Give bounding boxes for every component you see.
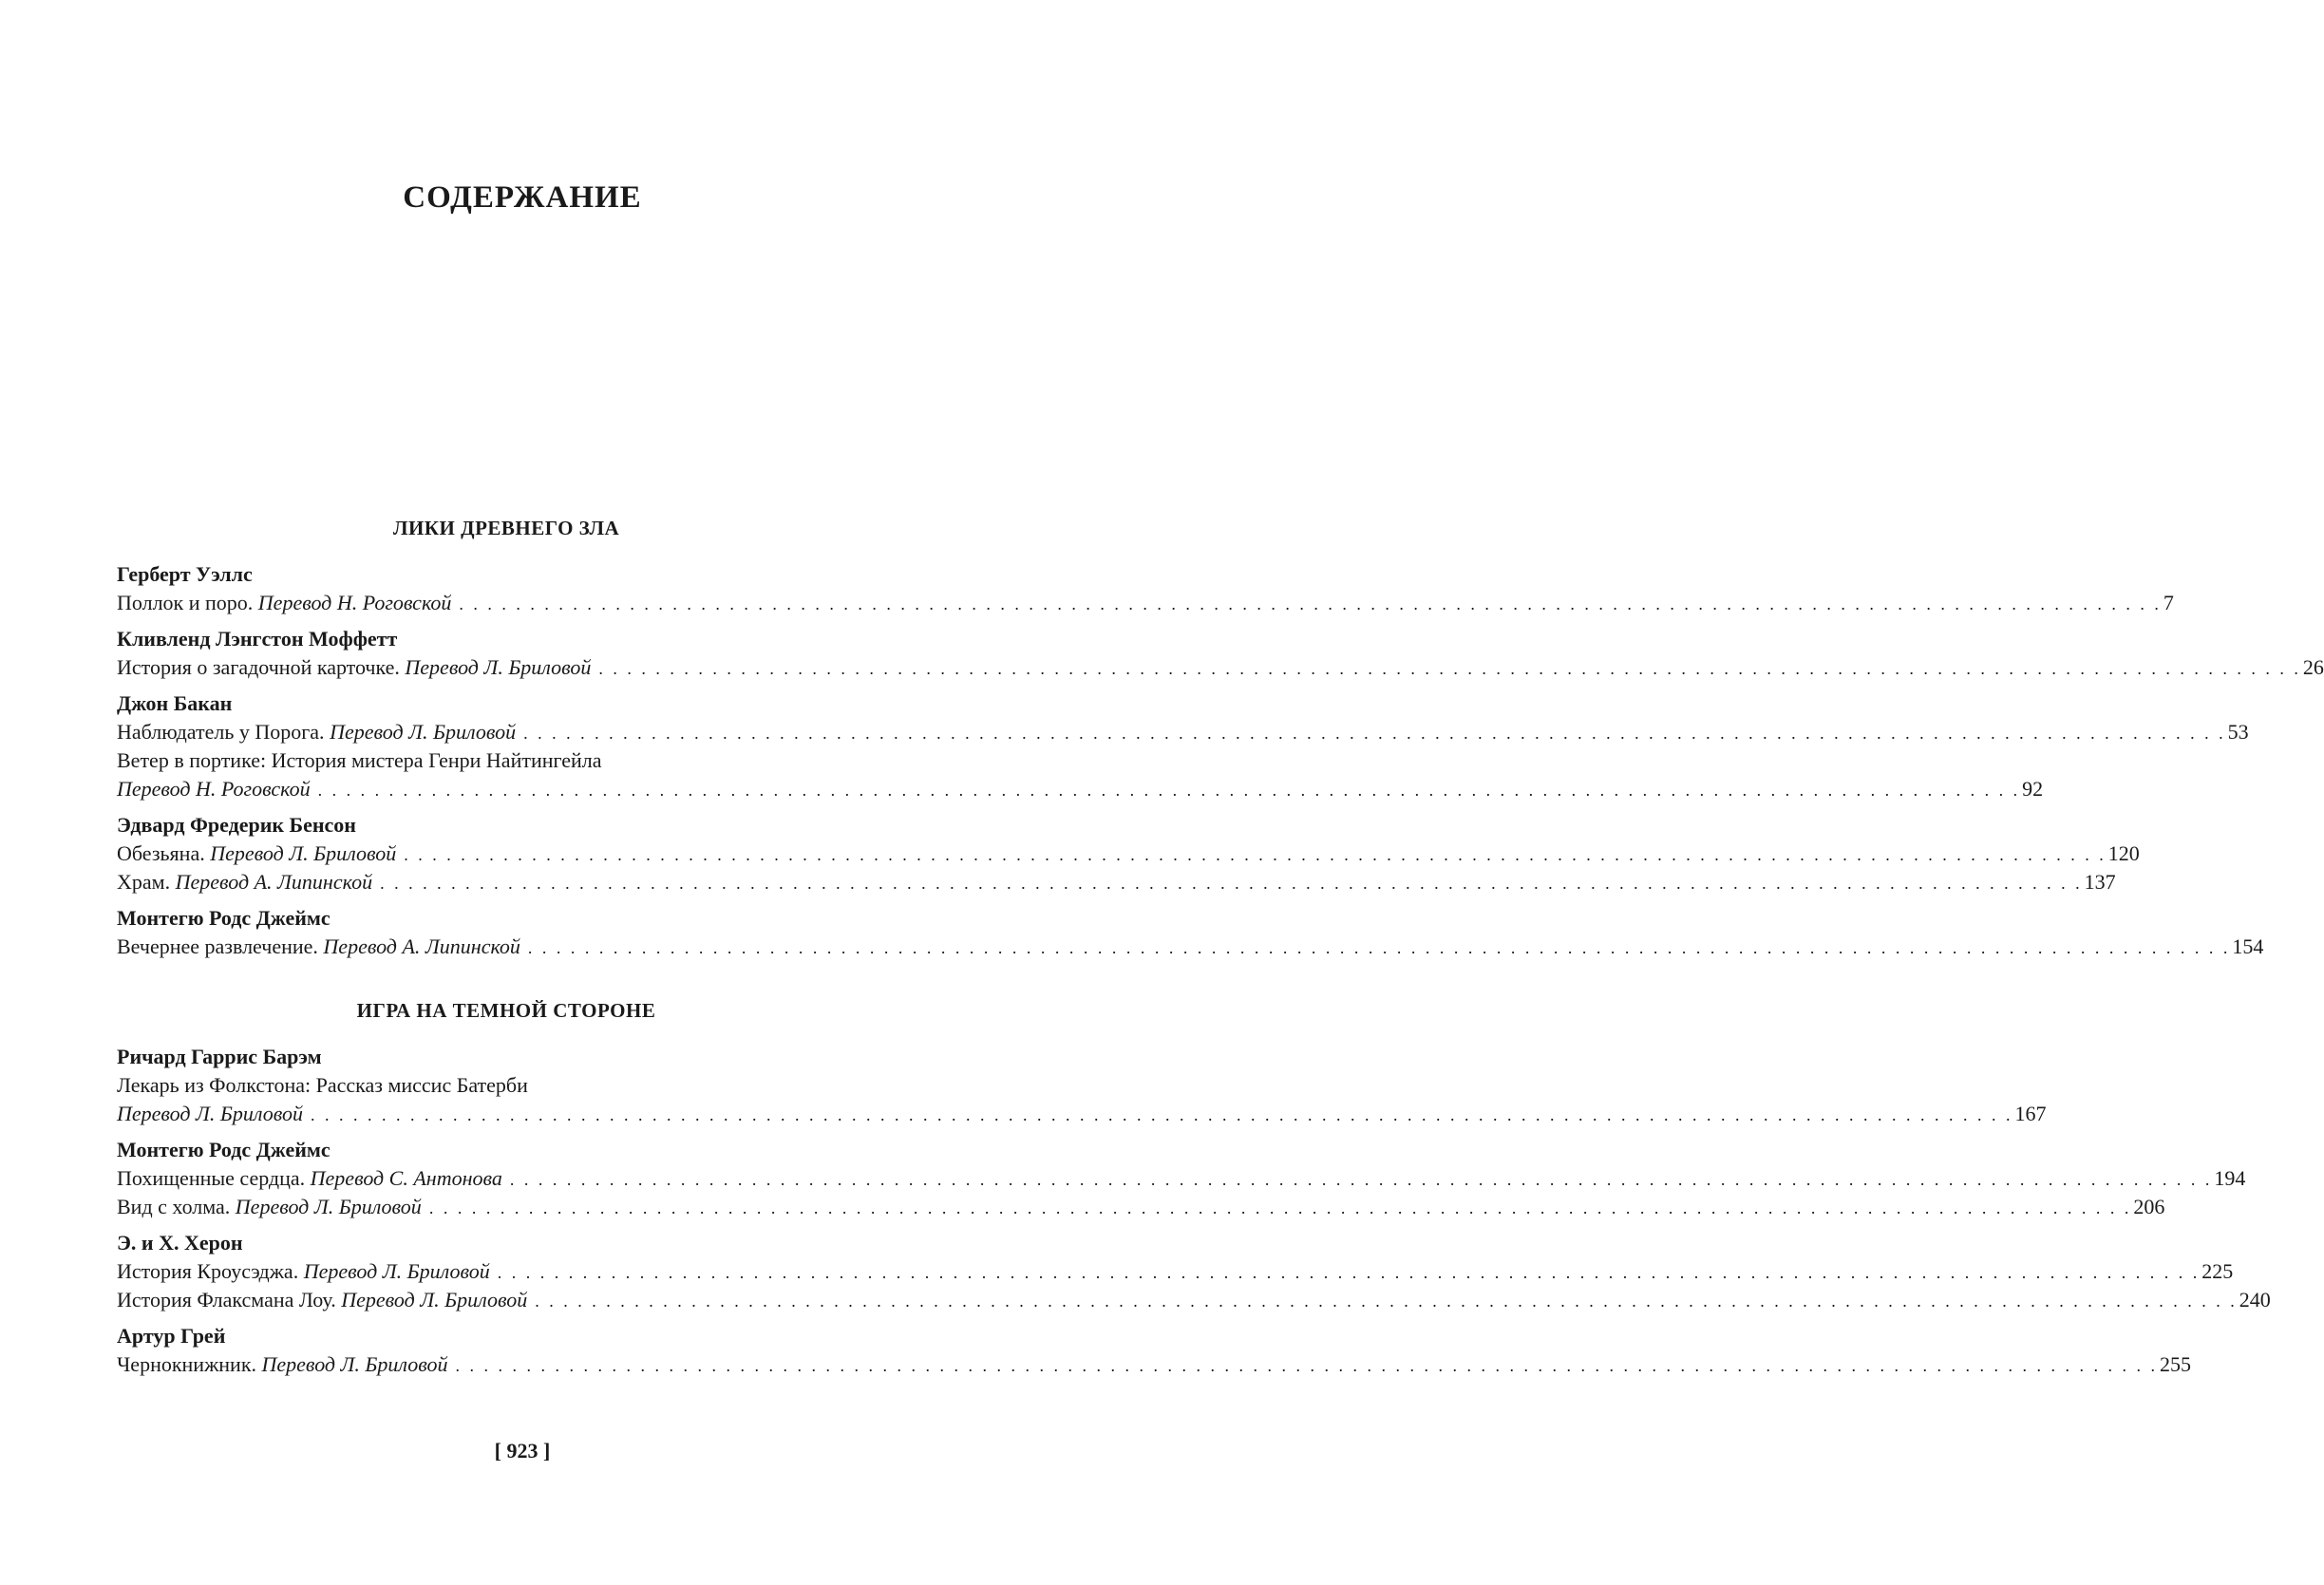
page-title: СОДЕРЖАНИЕ [403,180,642,215]
entry-title: Похищенные сердца. [117,1166,306,1190]
toc-entry[interactable] [117,775,2044,803]
dot-leader: . . . . . . . . . . . . . . . . . . . . . . . . . . . . . . . . . . . . . . . . . . . . . . . . . . . . . . . . . . . . . . . . . . . . . . . . . . . . . . . . . . . . . . . . . . . . . . . . . . . . . . . . . . . . . . . . . . . . . . . . [497,1263,2201,1282]
toc-entry[interactable] [117,718,2249,746]
entry-page: 194 [2214,1166,2246,1190]
entry-label [117,1257,490,1286]
dot-leader: . . . . . . . . . . . . . . . . . . . . . . . . . . . . . . . . . . . . . . . . . . . . . . . . . . . . . . . . . . . . . . . . . . . . . . . . . . . . . . . . . . . . . . . . . . . . . . . . . . . . . . . . . . . . . . . . . . . . . . . . [404,845,2107,864]
entry-title: Чернокнижник. [117,1352,257,1376]
dot-leader: . . . . . . . . . . . . . . . . . . . . . . . . . . . . . . . . . . . . . . . . . . . . . . . . . . . . . . . . . . . . . . . . . . . . . . . . . . . . . . . . . . . . . . . . . . . . . . . . . . . . . . . . . . . . . . . . . . . . . . . . [527,938,2231,957]
dot-leader: . . . . . . . . . . . . . . . . . . . . . . . . . . . . . . . . . . . . . . . . . . . . . . . . . . . . . . . . . . . . . . . . . . . . . . . . . . . . . . . . . . . . . . . . . . . . . . . . . . . . . . . . . . . . . . . . . . . . . . . . [598,659,2301,678]
entry-translator: Перевод Н. Роговской [117,777,311,801]
entry-label [117,868,372,896]
entry-label [117,933,520,961]
entry-translator: Перевод С. Антонова [310,1166,502,1190]
author-name: Артур Грей [117,1324,226,1348]
entry-translator: Перевод А. Липинской [323,934,520,958]
section-heading: ИГРА НА ТЕМНОЙ СТОРОНЕ [356,999,656,1022]
entry-page: 167 [2014,1102,2047,1125]
entry-title: Поллок и поро. [117,591,254,614]
entry-translator: Перевод Л. Бриловой [303,1259,490,1283]
entry-title: История Флаксмана Лоу. [117,1288,336,1311]
toc-entry[interactable] [117,653,2324,682]
dot-leader: . . . . . . . . . . . . . . . . . . . . . . . . . . . . . . . . . . . . . . . . . . . . . . . . . . . . . . . . . . . . . . . . . . . . . . . . . . . . . . . . . . . . . . . . . . . . . . . . . . . . . . . . . . . . . . . . . . . . . . . . [459,594,2162,613]
entry-translator: Перевод Л. Бриловой [210,841,397,865]
dot-leader: . . . . . . . . . . . . . . . . . . . . . . . . . . . . . . . . . . . . . . . . . . . . . . . . . . . . . . . . . . . . . . . . . . . . . . . . . . . . . . . . . . . . . . . . . . . . . . . . . . . . . . . . . . . . . . . . . . . . . . . . [535,1292,2238,1311]
toc-entry[interactable] [117,868,2116,896]
entry-page: 53 [2227,720,2249,744]
entry-title: Наблюдатель у Порога. [117,720,325,744]
entry-translator: Перевод Н. Роговской [257,591,452,614]
dot-leader: . . . . . . . . . . . . . . . . . . . . . . . . . . . . . . . . . . . . . . . . . . . . . . . . . . . . . . . . . . . . . . . . . . . . . . . . . . . . . . . . . . . . . . . . . . . . . . . . . . . . . . . . . . . . . . . . . . . . . . . . [311,1105,2013,1124]
author-name: Ричард Гаррис Барэм [117,1045,322,1068]
dot-leader: . . . . . . . . . . . . . . . . . . . . . . . . . . . . . . . . . . . . . . . . . . . . . . . . . . . . . . . . . . . . . . . . . . . . . . . . . . . . . . . . . . . . . . . . . . . . . . . . . . . . . . . . . . . . . . . . . . . . . . . . [455,1356,2159,1375]
entry-label [117,840,396,868]
toc-entry[interactable] [117,1350,2192,1379]
entry-page: 137 [2084,870,2116,894]
entry-title: Вид с холма. [117,1195,231,1218]
page-number: [ 923 ] [494,1439,551,1462]
entry-page: 7 [2163,591,2174,614]
table-of-contents [117,511,2324,1379]
dot-leader: . . . . . . . . . . . . . . . . . . . . . . . . . . . . . . . . . . . . . . . . . . . . . . . . . . . . . . . . . . . . . . . . . . . . . . . . . . . . . . . . . . . . . . . . . . . . . . . . . . . . . . . . . . . . . . . . . . . . . . . . [428,1198,2132,1217]
entry-title: История Кроусэджа. [117,1259,299,1283]
dot-leader: . . . . . . . . . . . . . . . . . . . . . . . . . . . . . . . . . . . . . . . . . . . . . . . . . . . . . . . . . . . . . . . . . . . . . . . . . . . . . . . . . . . . . . . . . . . . . . . . . . . . . . . . . . . . . . . . . . . . . . . . [509,1170,2213,1189]
entry-label [117,653,591,682]
toc-entry[interactable] [117,1257,2234,1286]
author-name: Монтегю Родс Джеймс [117,1138,331,1161]
author-name: Монтегю Родс Джеймс [117,906,331,930]
section-gap [117,961,896,993]
dot-leader: . . . . . . . . . . . . . . . . . . . . . . . . . . . . . . . . . . . . . . . . . . . . . . . . . . . . . . . . . . . . . . . . . . . . . . . . . . . . . . . . . . . . . . . . . . . . . . . . . . . . . . . . . . . . . . . . . . . . . . . . [523,724,2226,743]
entry-title-line: Ветер в портике: История мистера Генри Найтингейла [117,748,602,772]
author-name: Кливленд Лэнгстон Моффетт [117,627,398,651]
section-heading: ЛИКИ ДРЕВНЕГО ЗЛА [392,517,620,539]
entry-translator: Перевод А. Липинской [175,870,373,894]
entry-translator: Перевод Л. Бриловой [330,720,517,744]
toc-entry[interactable] [117,933,2264,961]
entry-translator: Перевод Л. Бриловой [341,1288,528,1311]
entry-label [117,718,516,746]
entry-page: 225 [2201,1259,2234,1283]
entry-label [117,1100,303,1128]
entry-label [117,775,311,803]
toc-entry[interactable] [117,1286,2271,1314]
entry-label [117,1350,448,1379]
entry-label [117,1193,422,1221]
entry-label [117,1286,527,1314]
author-name: Герберт Уэллс [117,562,253,586]
dot-leader: . . . . . . . . . . . . . . . . . . . . . . . . . . . . . . . . . . . . . . . . . . . . . . . . . . . . . . . . . . . . . . . . . . . . . . . . . . . . . . . . . . . . . . . . . . . . . . . . . . . . . . . . . . . . . . . . . . . . . . . . [317,781,2021,800]
entry-page: 120 [2107,841,2140,865]
toc-entry[interactable] [117,589,2174,617]
entry-title: Храм. [117,870,171,894]
entry-title: История о загадочной карточке. [117,655,400,679]
entry-page: 206 [2133,1195,2165,1218]
toc-entry[interactable] [117,1100,2047,1128]
entry-label [117,589,451,617]
entry-translator: Перевод Л. Бриловой [261,1352,448,1376]
entry-translator: Перевод Л. Бриловой [117,1102,304,1125]
entry-page: 255 [2160,1352,2192,1376]
entry-translator: Перевод Л. Бриловой [235,1195,422,1218]
author-name: Эдвард Фредерик Бенсон [117,813,356,837]
toc-entry[interactable] [117,840,2140,868]
entry-page: 240 [2239,1288,2271,1311]
entry-page: 26 [2302,655,2324,679]
entry-title-line: Лекарь из Фолкстона: Рассказ миссис Батерби [117,1073,528,1097]
toc-entry[interactable] [117,1164,2246,1193]
author-name: Э. и Х. Херон [117,1231,243,1255]
entry-label [117,1164,502,1193]
entry-page: 154 [2232,934,2264,958]
entry-page: 92 [2022,777,2044,801]
dot-leader: . . . . . . . . . . . . . . . . . . . . . . . . . . . . . . . . . . . . . . . . . . . . . . . . . . . . . . . . . . . . . . . . . . . . . . . . . . . . . . . . . . . . . . . . . . . . . . . . . . . . . . . . . . . . . . . . . . . . . . . . [380,874,2083,893]
toc-entry[interactable] [117,1193,2165,1221]
entry-translator: Перевод Л. Бриловой [405,655,592,679]
entry-title: Обезьяна. [117,841,205,865]
entry-title: Вечернее развлечение. [117,934,318,958]
author-name: Джон Бакан [117,691,233,715]
